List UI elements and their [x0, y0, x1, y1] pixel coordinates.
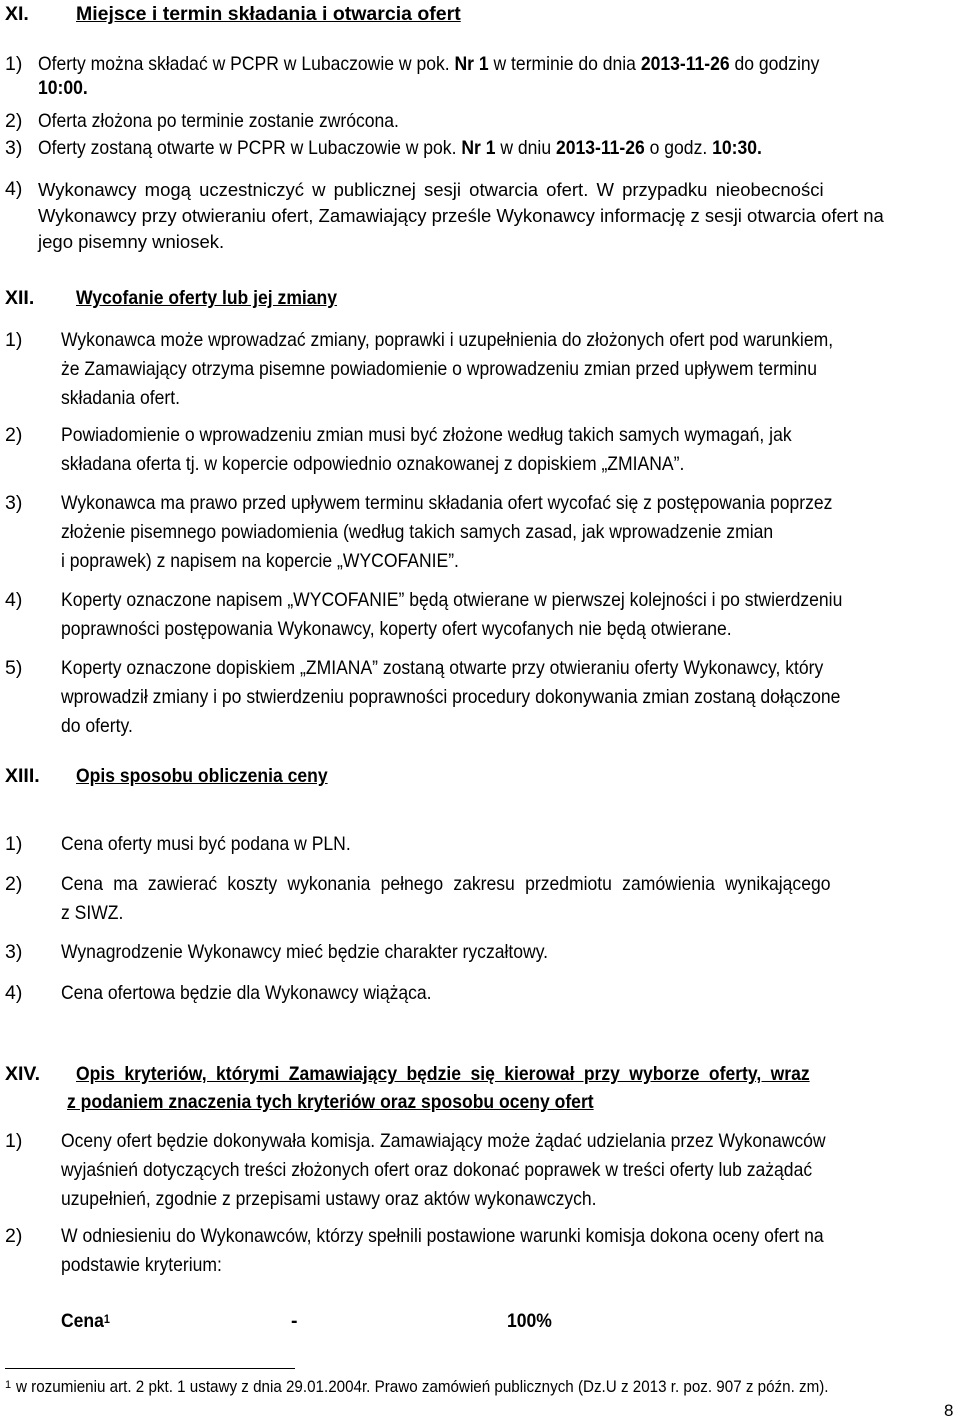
item-number: 4) — [5, 589, 23, 611]
item-text: składania ofert. — [61, 387, 181, 409]
item-text: Oferty można składać w PCPR w Lubaczowie w pok. Nr 1 w terminie do dnia 2013-11-26 do godziny — [38, 53, 820, 75]
item-number: 1) — [5, 833, 23, 855]
item-text: Oferta złożona po terminie zostanie zwrócona. — [38, 110, 399, 132]
item-number: 2) — [5, 1225, 23, 1247]
page-number: 8 — [944, 1401, 954, 1420]
item-text: jego pisemny wniosek. — [38, 231, 225, 252]
item-text: Cena ofertowa będzie dla Wykonawcy wiążąca. — [61, 982, 432, 1004]
section-title: Wycofanie oferty lub jej zmiany — [76, 287, 338, 309]
criterion-name: Cena$^1$ — [61, 1310, 110, 1332]
item-text: Cena ma zawierać koszty wykonania pełnego zakresu przedmiotu zamówienia wynikającego — [61, 873, 831, 895]
item-text: Wykonawcy mogą uczestniczyć w publicznej sesji otwarcia ofert. W przypadku nieobecności — [38, 179, 824, 200]
item-number: 2) — [5, 424, 23, 446]
item-text: wprowadził zmiany i po stwierdzeniu poprawności procedury dokonywania zmian zostaną dołączone — [61, 686, 841, 708]
item-number: 1) — [5, 329, 23, 351]
item-number: 4) — [5, 178, 23, 200]
footnote-divider — [5, 1368, 295, 1369]
item-text: Koperty oznaczone dopiskiem „ZMIANA” zostaną otwarte przy otwieraniu oferty Wykonawcy, który — [61, 657, 824, 679]
item-number: 2) — [5, 873, 23, 895]
item-text: złożenie pisemnego powiadomienia (według takich samych zasad, jak wprowadzenie zmian — [61, 521, 774, 543]
footnote-text: w rozumieniu art. 2 pkt. 1 ustawy z dnia 29.01.2004r. Prawo zamówień publicznych (Dz.U z 2013 r. poz. 907 z późn. zm). — [15, 1378, 829, 1396]
item-text: Oferty zostaną otwarte w PCPR w Lubaczowie w pok. Nr 1 w dniu 2013-11-26 o godz. 10:30. — [38, 137, 762, 159]
item-text: z SIWZ. — [61, 902, 124, 924]
item-number: 1) — [5, 1130, 23, 1152]
footnote-ref: 1 — [5, 1379, 12, 1391]
item-number: 3) — [5, 137, 23, 159]
item-text: Cena oferty musi być podana w PLN. — [61, 833, 351, 855]
section-title: Opis kryteriów, którymi Zamawiający będzie się kierował przy wyborze oferty, wraz — [76, 1063, 810, 1085]
section-title: Miejsce i termin składania i otwarcia ofert — [76, 3, 461, 25]
item-text: Koperty oznaczone napisem „WYCOFANIE” będą otwierane w pierwszej kolejności i po stwierdzeniu — [61, 589, 843, 611]
item-text: Wykonawca ma prawo przed upływem terminu składania ofert wycofać się z postępowania poprzez — [61, 492, 833, 514]
item-text: Wykonawca może wprowadzać zmiany, poprawki i uzupełnienia do złożonych ofert pod warunkiem, — [61, 329, 834, 351]
criterion-weight: 100% — [507, 1310, 552, 1332]
item-number: 3) — [5, 492, 23, 514]
item-text: Powiadomienie o wprowadzeniu zmian musi być złożone według takich samych wymagań, jak — [61, 424, 792, 446]
item-text: poprawności postępowania Wykonawcy, koperty ofert wycofanych nie będą otwierane. — [61, 618, 732, 640]
item-text: W odniesieniu do Wykonawców, którzy spełnili postawione warunki komisja dokona oceny ofert na — [61, 1225, 824, 1247]
item-text: że Zamawiający otrzyma pisemne powiadomienie o wprowadzeniu zmian przed upływem terminu — [61, 358, 817, 380]
item-text: do oferty. — [61, 715, 133, 737]
item-text: uzupełnień, zgodnie z przepisami ustawy oraz aktów wykonawczych. — [61, 1188, 597, 1210]
item-number: 5) — [5, 657, 23, 679]
item-text: 10:00. — [38, 77, 88, 99]
item-text: Wykonawcy przy otwieraniu ofert, Zamawiający prześle Wykonawcy informację z sesji otwarcia ofert na — [38, 205, 884, 226]
item-number: 1) — [5, 53, 23, 75]
section-title: z podaniem znaczenia tych kryteriów oraz sposobu oceny ofert — [67, 1091, 594, 1113]
footnote — [5, 1376, 899, 1398]
item-number: 4) — [5, 982, 23, 1004]
section-number: XIV. — [5, 1063, 41, 1085]
section-number: XIII. — [5, 765, 40, 787]
item-number: 2) — [5, 110, 23, 132]
item-text: podstawie kryterium: — [61, 1254, 222, 1276]
item-text: wyjaśnień dotyczących treści złożonych ofert oraz dokonać poprawek w treści oferty lub zażądać — [61, 1159, 813, 1181]
item-text: i poprawek) z napisem na kopercie „WYCOFANIE”. — [61, 550, 459, 572]
section-number: XI. — [5, 3, 29, 25]
section-number: XII. — [5, 287, 35, 309]
section-title: Opis sposobu obliczenia ceny — [76, 765, 328, 787]
item-number: 3) — [5, 941, 23, 963]
item-text: Wynagrodzenie Wykonawcy mieć będzie charakter ryczałtowy. — [61, 941, 549, 963]
criterion-dash: - — [291, 1310, 298, 1332]
item-text: Oceny ofert będzie dokonywała komisja. Zamawiający może żądać udzielania przez Wykonawców — [61, 1130, 826, 1152]
item-text: składana oferta tj. w kopercie odpowiednio oznakowanej z dopiskiem „ZMIANA”. — [61, 453, 685, 475]
